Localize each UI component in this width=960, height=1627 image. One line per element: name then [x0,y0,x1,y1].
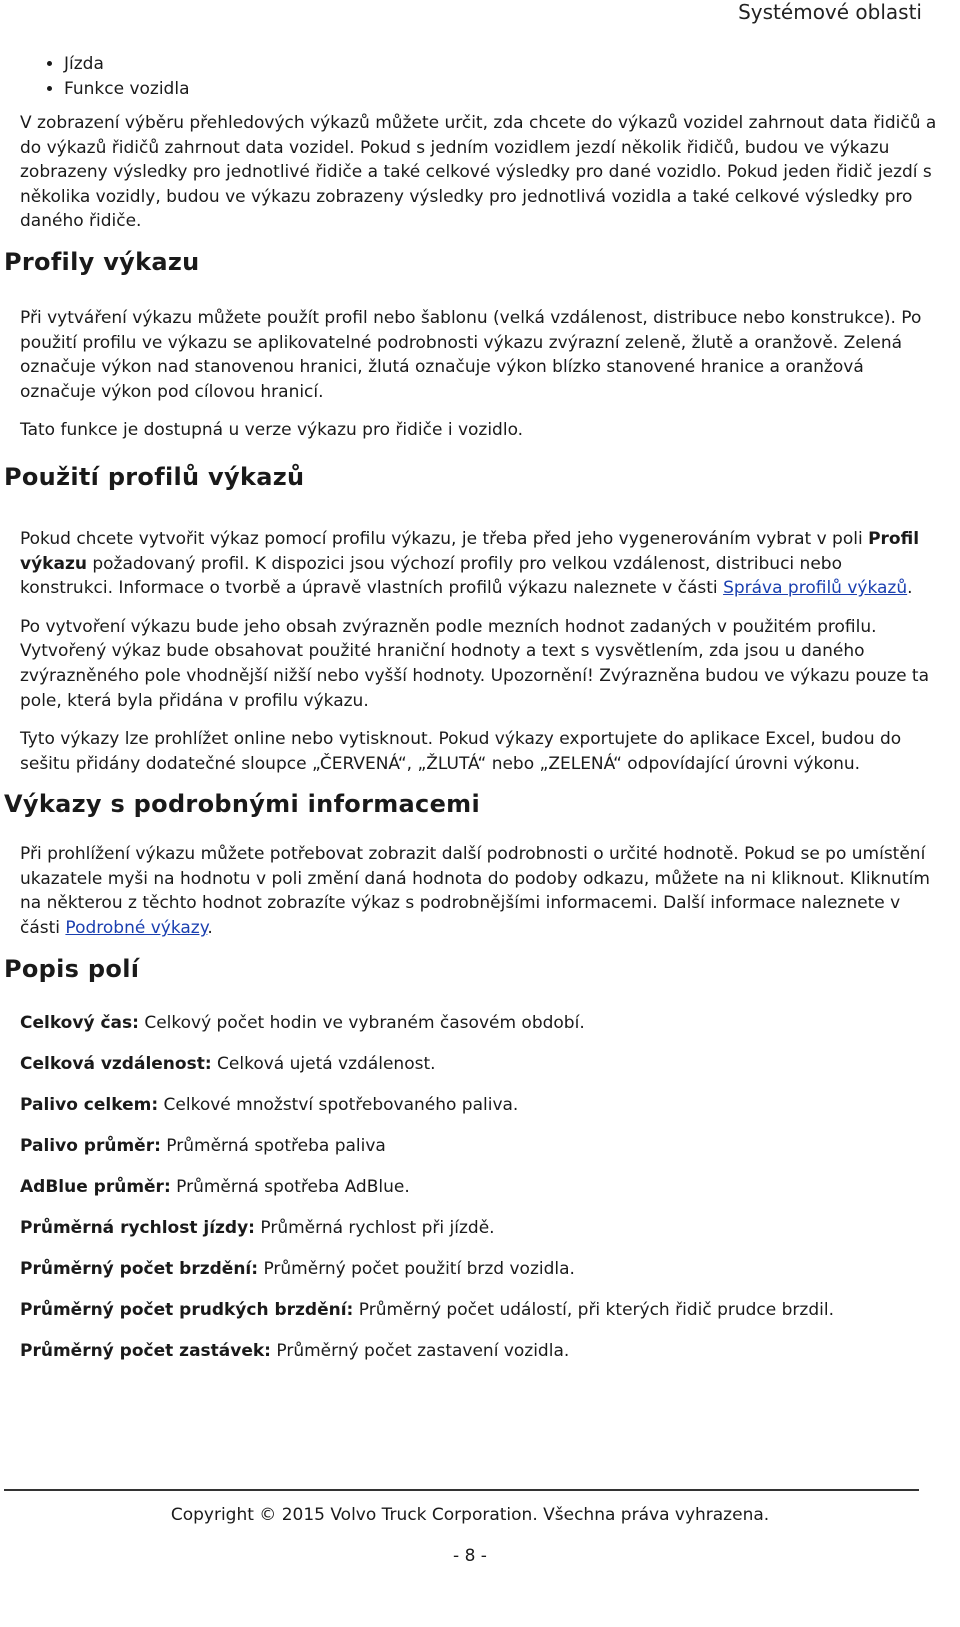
field-term: Celková vzdálenost: [20,1053,212,1074]
field-desc: Průměrná spotřeba paliva [160,1135,386,1156]
text-span: . [207,918,213,939]
bullet-item: • Funkce vozidla [64,77,940,102]
text-span: . [907,578,913,599]
field-term: Průměrná rychlost jízdy: [20,1217,255,1238]
field-def-item [20,1052,940,1076]
details-paragraph [20,842,940,940]
running-header: Systémové oblasti [738,0,922,24]
profiles-paragraph-1: Při vytváření výkazu můžete použít profil nebo šablonu (velká vzdálenost, distribuce nebo konstrukce). Po použití profilu ve výkazu se aplikovatelné podrobnosti výkazu zvýrazní zeleně, žlutě a oranžově. Zelená označuje výkon nad stanovenou hranici, žlutá označuje výkon blízko stanovené hranice a oranžová označuje výkon pod cílovou hranicí. [20,307,922,402]
field-term: Průměrný počet brzdění: [20,1258,259,1279]
text-span: Při prohlížení výkazu můžete potřebovat zobrazit další podrobnosti o určité hodnotě. Pokud se po umístění ukazatele myši na hodnotu v poli změní daná hodnota do podoby odkazu, můžete na ni kliknout. Kliknutím na některou z těchto hodnot zobrazíte výkaz s podrobnějšími informacemi. Další informace naleznete v části [20,844,930,939]
field-def-item [20,1011,940,1035]
field-name-profil-vykazu: Profil výkazu [20,528,920,574]
heading-pouziti-profilu: Použití profilů výkazů [4,462,305,491]
field-desc: Průměrný počet událostí, při kterých řidič prudce brzdil. [353,1299,834,1320]
heading-popis-poli: Popis polí [4,954,140,983]
footer-copyright: Copyright © 2015 Volvo Truck Corporation. Všechna práva vyhrazena. [170,1505,770,1525]
field-desc: Celková ujetá vzdálenost. [211,1053,436,1074]
heading-profily-vykazu: Profily výkazu [4,247,200,276]
field-def-item [20,1175,940,1199]
field-term: AdBlue průměr: [20,1176,171,1197]
footer-divider [4,1489,919,1491]
field-def-item [20,1257,940,1281]
field-desc: Celkový počet hodin ve vybraném časovém období. [138,1012,585,1033]
field-def-item [20,1298,940,1322]
bullet-item: • Jízda [64,52,940,77]
field-term: Palivo celkem: [20,1094,159,1115]
page-number: - 8 - [453,1546,487,1566]
profiles-paragraph-2: Tato funkce je dostupná u verze výkazu pro řidiče i vozidlo. [20,420,524,441]
field-def-item [20,1216,940,1240]
field-desc: Průměrný počet použití brzd vozidla. [258,1258,575,1279]
intro-paragraph: V zobrazení výběru přehledových výkazů můžete určit, zda chcete do výkazů vozidel zahrnout data řidičů a do výkazů řidičů zahrnout data vozidel. Pokud s jedním vozidlem jezdí několik řidičů, budou ve výkazu zobrazeny výsledky pro jednotlivé řidiče a také celkové výsledky pro dané vozidlo. Pokud jeden řidič jezdí s několika vozidly, budou ve výkazu zobrazeny výsledky pro jednotlivá vozidla a také celkové výsledky pro daného řidiče. [20,113,937,232]
field-desc: Průměrná spotřeba AdBlue. [170,1176,410,1197]
page-content [4,52,940,1363]
text-span: požadovaný profil. K dispozici jsou výchozí profily pro velkou vzdálenost, distribuci nebo konstrukci. Informace o tvorbě a úpravě vlastních profilů výkazu naleznete v části [20,553,842,599]
use-profiles-paragraph-1 [20,527,940,601]
field-term: Palivo průměr: [20,1135,161,1156]
bullet-list [20,52,940,102]
field-def-item [20,1093,940,1117]
field-def-item [20,1134,940,1158]
field-term: Průměrný počet zastávek: [20,1340,271,1361]
link-podrobne-vykazy[interactable]: Podrobné výkazy [65,918,208,939]
field-desc: Průměrný počet zastavení vozidla. [270,1340,570,1361]
field-definitions [20,1011,940,1363]
field-desc: Průměrná rychlost při jízdě. [254,1217,495,1238]
heading-vykazy-podrobne: Výkazy s podrobnými informacemi [4,790,480,819]
field-def-item [20,1339,940,1363]
field-term: Celkový čas: [20,1012,139,1033]
link-sprava-profilu[interactable]: Správa profilů výkazů [723,578,908,599]
use-profiles-paragraph-3: Tyto výkazy lze prohlížet online nebo vytisknout. Pokud výkazy exportujete do aplikace Excel, budou do sešitu přidány dodatečné sloupce „ČERVENÁ“, „ŽLUTÁ“ nebo „ZELENÁ“ odpovídající úrovni výkonu. [20,729,902,774]
text-span: Pokud chcete vytvořit výkaz pomocí profilu výkazu, je třeba před jeho vygenerováním vybrat v poli [20,528,869,549]
field-desc: Celkové množství spotřebovaného paliva. [158,1094,519,1115]
use-profiles-paragraph-2: Po vytvoření výkazu bude jeho obsah zvýrazněn podle mezních hodnot zadaných v použitém profilu. Vytvořený výkaz bude obsahovat použité hraniční hodnoty a text s vysvětlením, zda jsou u daného zvýrazněného pole vhodnější nižší nebo vyšší hodnoty. Upozornění! Zvýrazněna budou ve výkazu pouze ta pole, která byla přidána v profilu výkazu. [20,616,930,711]
field-term: Průměrný počet prudkých brzdění: [20,1299,354,1320]
